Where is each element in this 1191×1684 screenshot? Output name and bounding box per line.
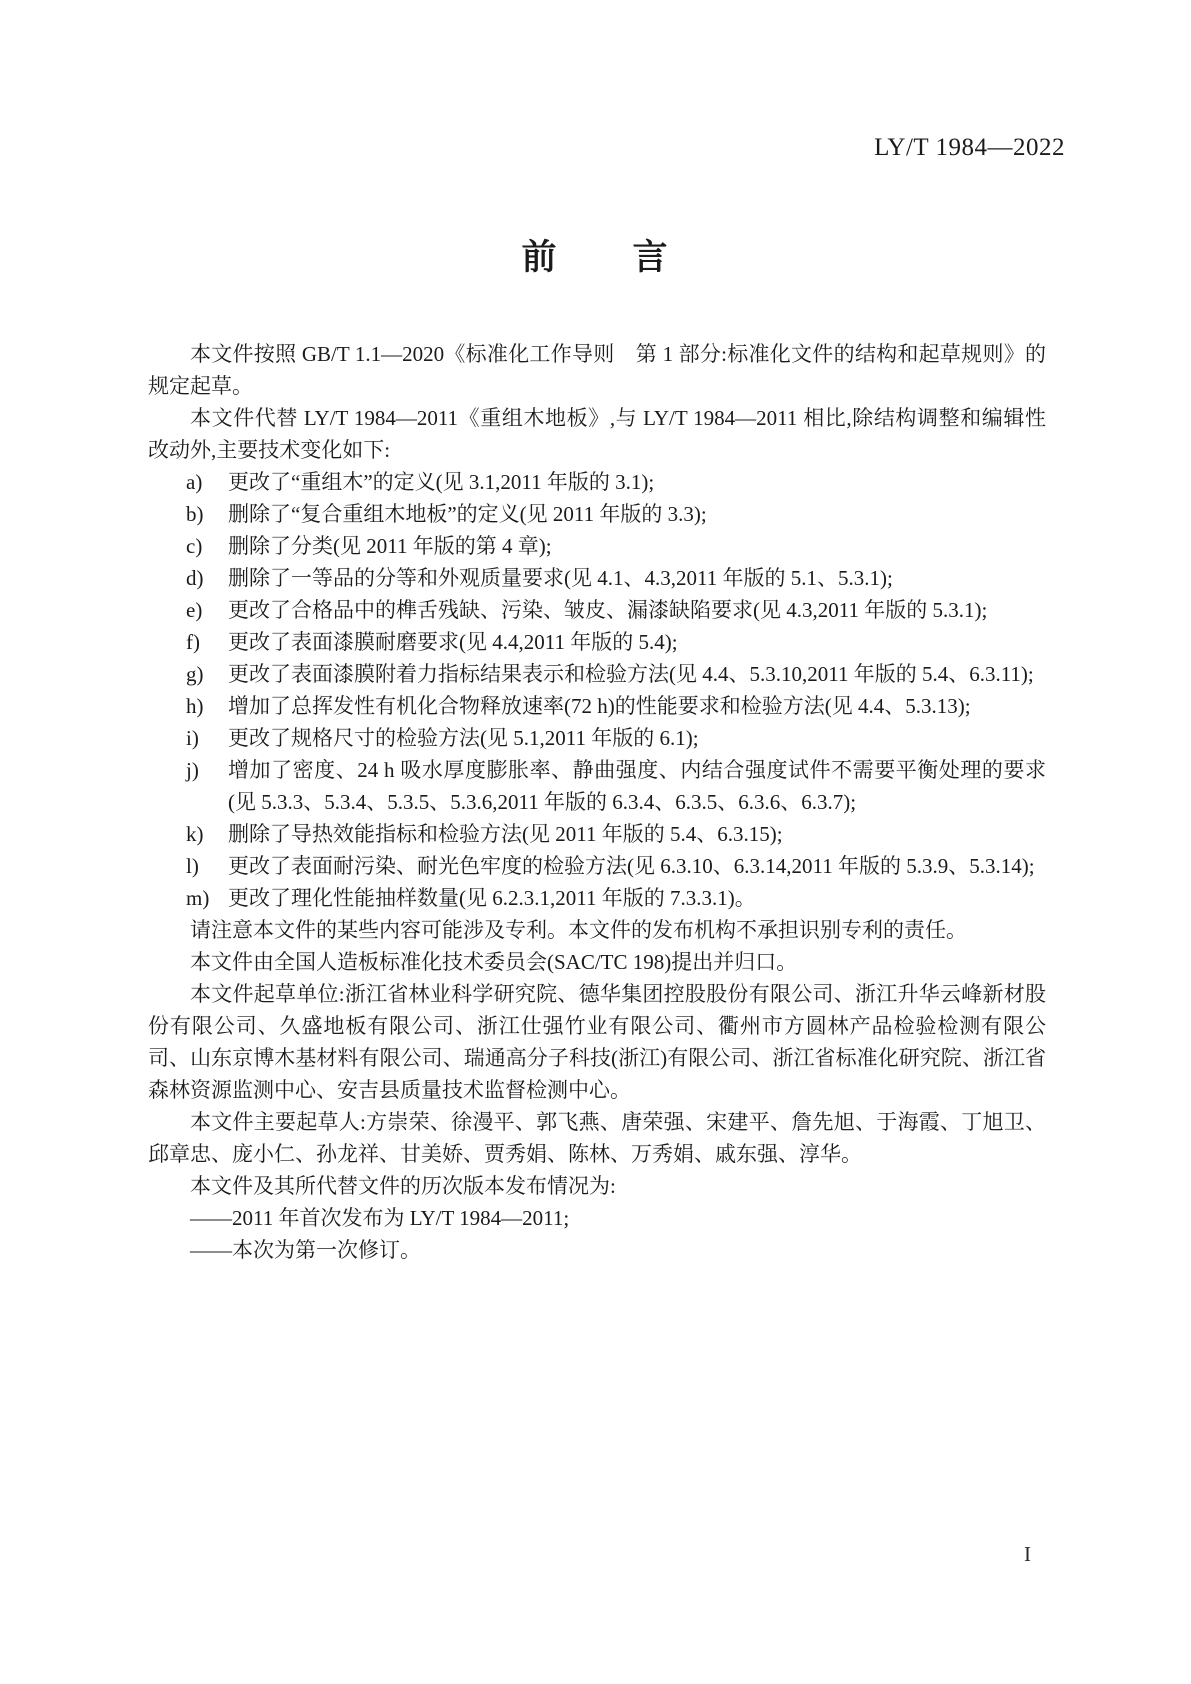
list-item-l [148,850,1046,882]
list-marker: l) [186,854,199,878]
para-drafting-basis: 本文件按照 GB/T 1.1—2020《标准化工作导则 第 1 部分:标准化文件的结构和起草规则》的规定起草。 [148,342,1046,398]
changes-list [148,466,1046,914]
para-committee: 本文件由全国人造板标准化技术委员会(SAC/TC 198)提出并归口。 [190,950,798,974]
list-item-b [148,498,1046,530]
list-marker: j) [186,758,199,782]
list-text: 更改了表面漆膜附着力指标结果表示和检验方法(见 4.4、5.3.10,2011 年版的 5.4、6.3.11); [228,662,1034,686]
history-entry-revision: ——本次为第一次修订。 [190,1238,421,1262]
list-item-e [148,594,1046,626]
list-text: 删除了分类(见 2011 年版的第 4 章); [228,534,552,558]
page-title: 前 言 [521,238,670,277]
list-marker: a) [186,470,203,494]
list-marker: k) [186,822,204,846]
list-item-a [148,466,1046,498]
para-drafting-units: 本文件起草单位:浙江省林业科学研究院、德华集团控股股份有限公司、浙江升华云峰新材股份有限公司、久盛地板有限公司、浙江仕强竹业有限公司、衢州市方圆林产品检验检测有限公司、山东京博木基材料有限公司、瑞通高分子科技(浙江)有限公司、浙江省标准化研究院、浙江省森林资源监测中心、安吉县质量技术监督检测中心。 [148,982,1046,1102]
para-replacement: 本文件代替 LY/T 1984—2011《重组木地板》,与 LY/T 1984—2011 相比,除结构调整和编辑性改动外,主要技术变化如下: [148,406,1046,462]
list-text: 更改了规格尺寸的检验方法(见 5.1,2011 年版的 6.1); [228,726,699,750]
list-marker: e) [186,598,203,622]
page-number: I [1024,1542,1031,1566]
list-text: 删除了导热效能指标和检验方法(见 2011 年版的 5.4、6.3.15); [228,822,783,846]
list-text: 删除了一等品的分等和外观质量要求(见 4.1、4.3,2011 年版的 5.1、5.3.1); [228,566,893,590]
list-marker: c) [186,534,203,558]
list-text: 增加了总挥发性有机化合物释放速率(72 h)的性能要求和检验方法(见 4.4、5.3.13); [228,694,971,718]
list-text: 更改了合格品中的榫舌残缺、污染、皱皮、漏漆缺陷要求(见 4.3,2011 年版的 5.3.1); [228,598,988,622]
list-item-f [148,626,1046,658]
list-marker: h) [186,694,204,718]
history-entry-first-release: ——2011 年首次发布为 LY/T 1984—2011; [190,1206,570,1230]
list-marker: b) [186,502,204,526]
list-marker: i) [186,726,199,750]
list-text: 更改了表面漆膜耐磨要求(见 4.4,2011 年版的 5.4); [228,630,678,654]
list-item-j [148,754,1046,818]
list-item-k [148,818,1046,850]
para-history-intro: 本文件及其所代替文件的历次版本发布情况为: [190,1174,616,1198]
list-item-d [148,562,1046,594]
list-text: 更改了理化性能抽样数量(见 6.2.3.1,2011 年版的 7.3.3.1)。 [228,886,756,910]
list-marker: g) [186,662,204,686]
list-item-c [148,530,1046,562]
list-text: 增加了密度、24 h 吸水厚度膨胀率、静曲强度、内结合强度试件不需要平衡处理的要求(见 5.3.3、5.3.4、5.3.5、5.3.6,2011 年版的 6.3.4、6.3.5、6.3.6、6.3.7); [228,758,1046,814]
list-text: 删除了“复合重组木地板”的定义(见 2011 年版的 3.3); [228,502,707,526]
para-patent-note: 请注意本文件的某些内容可能涉及专利。本文件的发布机构不承担识别专利的责任。 [190,918,967,942]
list-text: 更改了“重组木”的定义(见 3.1,2011 年版的 3.1); [228,470,655,494]
list-item-i [148,722,1046,754]
list-text: 更改了表面耐污染、耐光色牢度的检验方法(见 6.3.10、6.3.14,2011 年版的 5.3.9、5.3.14); [228,854,1035,878]
list-item-m [148,882,1046,914]
foreword-body [148,338,1046,1266]
list-item-g [148,658,1046,690]
list-marker: d) [186,566,204,590]
para-drafters: 本文件主要起草人:方崇荣、徐漫平、郭飞燕、唐荣强、宋建平、詹先旭、于海霞、丁旭卫、邱章忠、庞小仁、孙龙祥、甘美娇、贾秀娟、陈林、万秀娟、戚东强、淳华。 [148,1110,1046,1166]
standard-number: LY/T 1984—2022 [874,134,1065,161]
list-item-h [148,690,1046,722]
list-marker: m) [186,886,210,910]
list-marker: f) [186,630,200,654]
